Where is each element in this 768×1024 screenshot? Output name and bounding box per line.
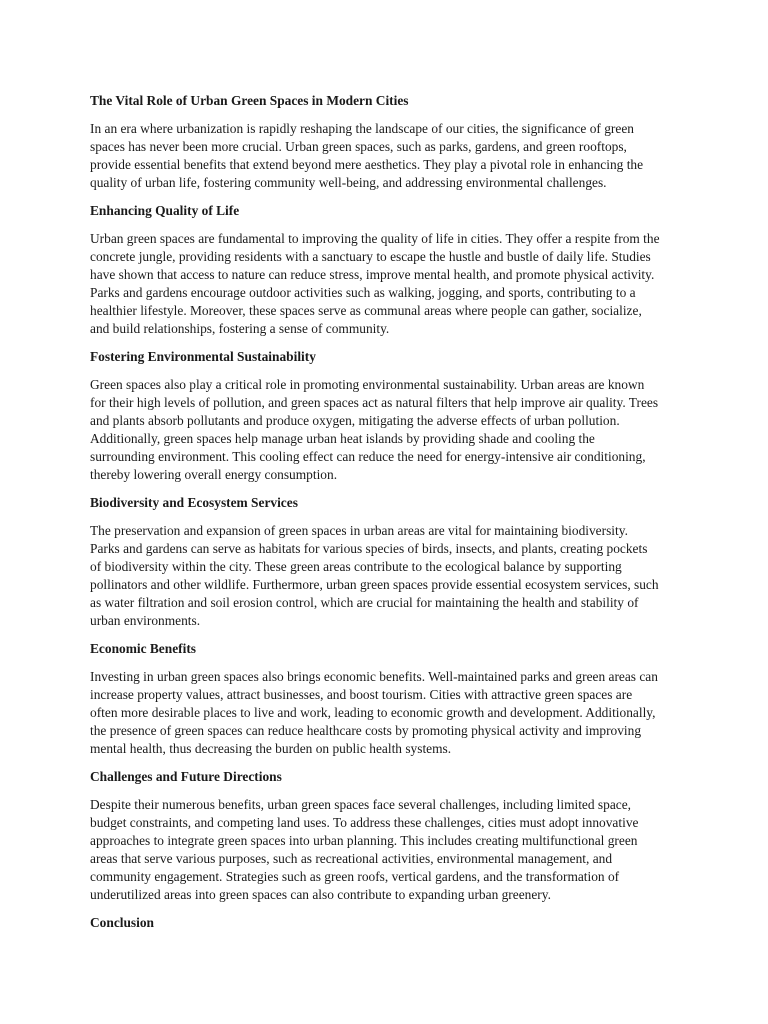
paragraph-line: Parks and gardens encourage outdoor activities such as walking, jogging, and sports, contributing to a	[90, 285, 636, 300]
paragraph-line: mental health, thus decreasing the burden on public health systems.	[90, 741, 452, 756]
intro-paragraph	[90, 120, 682, 192]
paragraph-line: The preservation and expansion of green spaces in urban areas are vital for maintaining biodiversity.	[90, 523, 628, 538]
paragraph-line: areas that serve various purposes, such as recreational activities, environmental management, and	[90, 851, 613, 866]
paragraph-line: for their high levels of pollution, and green spaces act as natural filters that help improve air quality. Trees	[90, 395, 659, 410]
paragraph-line: underutilized areas into green spaces can also contribute to expanding urban greenery.	[90, 887, 551, 902]
paragraph-line: pollinators and other wildlife. Furthermore, urban green spaces provide essential ecosystem services, such	[90, 577, 659, 592]
paragraph-line: of biodiversity within the city. These green areas contribute to the ecological balance by supporting	[90, 559, 622, 574]
paragraph-line: as water filtration and soil erosion control, which are crucial for maintaining the health and stability of	[90, 595, 639, 610]
economic-benefits-paragraph	[90, 668, 682, 758]
section-heading-environmental-sustainability: Fostering Environmental Sustainability	[90, 349, 316, 364]
paragraph-line: surrounding environment. This cooling effect can reduce the need for energy-intensive air conditioning,	[90, 449, 646, 464]
paragraph-line: Investing in urban green spaces also brings economic benefits. Well-maintained parks and green areas can	[90, 669, 658, 684]
paragraph-line: and build relationships, fostering a sense of community.	[90, 321, 390, 336]
paragraph-line: concrete jungle, providing residents with a sanctuary to escape the hustle and bustle of daily life. Studies	[90, 249, 651, 264]
paragraph-line: often more desirable places to live and work, leading to economic growth and development. Additionally,	[90, 705, 656, 720]
environmental-sustainability-paragraph	[90, 376, 682, 484]
paragraph-line: increase property values, attract businesses, and boost tourism. Cities with attractive green spaces are	[90, 687, 633, 702]
biodiversity-paragraph	[90, 522, 682, 630]
paragraph-line: thereby lowering overall energy consumption.	[90, 467, 338, 482]
paragraph-line: the presence of green spaces can reduce healthcare costs by promoting physical activity and improving	[90, 723, 642, 738]
quality-of-life-paragraph	[90, 230, 682, 338]
paragraph-line: Parks and gardens can serve as habitats for various species of birds, insects, and plants, creating pockets	[90, 541, 648, 556]
paragraph-line: and plants absorb pollutants and produce oxygen, mitigating the adverse effects of urban pollution.	[90, 413, 620, 428]
paragraph-line: Additionally, green spaces help manage urban heat islands by providing shade and cooling the	[90, 431, 595, 446]
paragraph-line: Despite their numerous benefits, urban green spaces face several challenges, including limited space,	[90, 797, 631, 812]
section-heading-conclusion: Conclusion	[90, 915, 154, 930]
paragraph-line: In an era where urbanization is rapidly reshaping the landscape of our cities, the significance of green	[90, 121, 634, 136]
section-heading-biodiversity: Biodiversity and Ecosystem Services	[90, 495, 298, 510]
paragraph-line: community engagement. Strategies such as green roofs, vertical gardens, and the transformation of	[90, 869, 620, 884]
paragraph-line: provide essential benefits that extend beyond mere aesthetics. They play a pivotal role in enhancing the	[90, 157, 644, 172]
paragraph-line: budget constraints, and competing land uses. To address these challenges, cities must adopt innovative	[90, 815, 639, 830]
paragraph-line: Urban green spaces are fundamental to improving the quality of life in cities. They offer a respite from the	[90, 231, 660, 246]
paragraph-line: have shown that access to nature can reduce stress, improve mental health, and promote physical activity.	[90, 267, 655, 282]
challenges-paragraph	[90, 796, 682, 904]
paragraph-line: Green spaces also play a critical role in promoting environmental sustainability. Urban areas are known	[90, 377, 645, 392]
section-heading-quality-of-life: Enhancing Quality of Life	[90, 203, 240, 218]
paragraph-line: spaces has never been more crucial. Urban green spaces, such as parks, gardens, and green rooftops,	[90, 139, 627, 154]
paragraph-line: quality of urban life, fostering community well-being, and addressing environmental challenges.	[90, 175, 607, 190]
document-title: The Vital Role of Urban Green Spaces in Modern Cities	[90, 93, 409, 108]
paragraph-line: healthier lifestyle. Moreover, these spaces serve as communal areas where people can gather, socialize,	[90, 303, 642, 318]
paragraph-line: urban environments.	[90, 613, 201, 628]
paragraph-line: approaches to integrate green spaces into urban planning. This includes creating multifunctional green	[90, 833, 638, 848]
document-page	[90, 92, 682, 942]
section-heading-economic-benefits: Economic Benefits	[90, 641, 196, 656]
section-heading-challenges: Challenges and Future Directions	[90, 769, 282, 784]
